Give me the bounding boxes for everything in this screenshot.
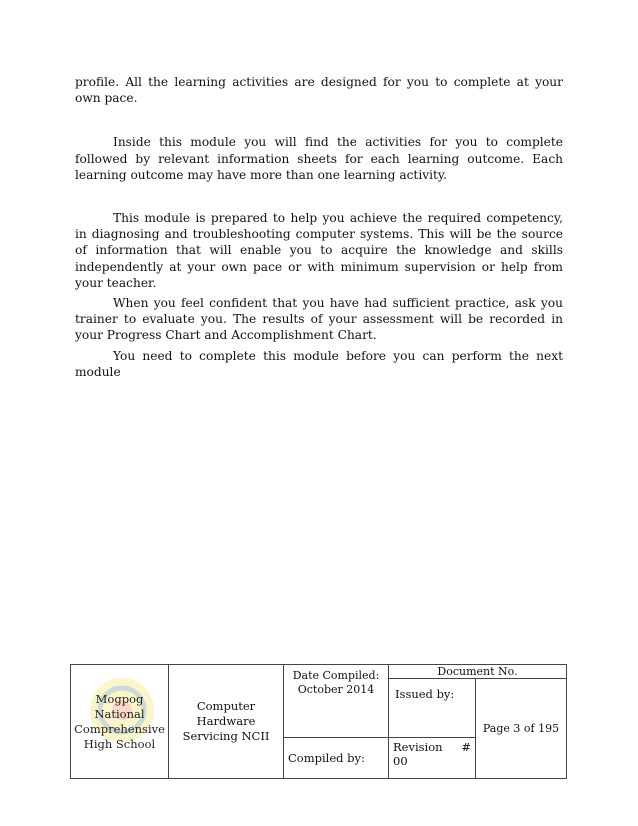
paragraph-activities: Inside this module you will find the activities for you to complete followed by relevant information sheets for each learning outcome. Each learning outcome may have more than one learning activity. xyxy=(75,135,563,182)
course-name-line: Hardware xyxy=(196,714,256,728)
paragraph-module-purpose: This module is prepared to help you achieve the required competency, in diagnosing and troubleshooting computer systems. This will be the source of information that will enable you to acquire the knowledge and skills independently at your own pace or with minimum supervision or help from your teacher. xyxy=(75,211,563,290)
revision-hash: # xyxy=(461,740,471,754)
course-name-line: Computer xyxy=(196,699,256,713)
revision-label: Revision xyxy=(393,740,443,754)
paragraph-evaluation: When you feel confident that you have had sufficient practice, ask you trainer to evaluate you. The results of your assessment will be recorded in your Progress Chart and Accomplishment Chart. xyxy=(75,296,563,343)
school-cell xyxy=(71,665,169,779)
revision-value: 00 xyxy=(393,754,408,768)
revision-cell xyxy=(389,738,476,779)
course-cell xyxy=(169,665,284,779)
paragraph-profile: profile. All the learning activities are designed for you to complete at your own pace. xyxy=(75,75,563,106)
date-compiled-cell xyxy=(284,665,389,738)
paragraph-next-module: You need to complete this module before you can perform the next module xyxy=(75,348,563,379)
course-name-line: Servicing NCII xyxy=(182,729,270,743)
school-name-line: Mogpog xyxy=(95,691,144,706)
school-name-line: High School xyxy=(83,736,156,751)
school-name-line: National xyxy=(94,706,145,721)
issued-by-label: Issued by: xyxy=(389,679,476,738)
compiled-by-label: Compiled by: xyxy=(284,738,389,779)
document-no-label: Document No. xyxy=(389,665,567,679)
document-footer-table xyxy=(70,664,567,779)
school-name xyxy=(71,692,168,752)
school-name-line: Comprehensive xyxy=(74,721,165,736)
module-body xyxy=(75,74,563,380)
date-compiled-value: October 2014 xyxy=(297,683,375,696)
page-number: Page 3 of 195 xyxy=(476,679,567,779)
date-compiled-label: Date Compiled: xyxy=(292,669,380,682)
